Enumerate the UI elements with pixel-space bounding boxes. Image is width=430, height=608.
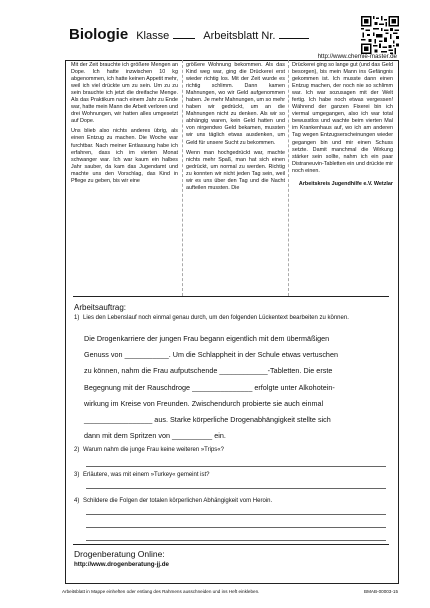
answer-line[interactable] [86,527,386,528]
answer-line[interactable] [86,540,386,541]
column-divider-2 [288,60,289,296]
article-paragraph: Uns blieb also nichts anderes übrig, als einen Entzug zu machen. Die Woche war furchtbar. Nach meiner Entlassung habe ich erfahren, dass ich im vierten Monat schwanger war. Ich war kaum ein halbes Jahr sauber, da kam das Jugendamt und machte uns den Vorschlag, das Kind in Pflege zu geben, bis wir eine [71,128,178,184]
task-2 [74,446,392,454]
answer-line[interactable] [86,466,386,467]
qr-code-icon [361,16,399,54]
task-number: 3) [74,472,80,478]
task-text: Lies den Lebenslauf noch einmal genau durch, um den folgenden Lückentext bearbeiten zu können. [83,315,349,321]
online-title: Drogenberatung Online: [74,549,165,559]
task-number: 2) [74,447,80,453]
cloze-line: Die Drogenkarriere der jungen Frau begann eigentlich mit dem übermäßigen [84,334,330,343]
sheet-number-blank [279,28,309,39]
article-paragraph: Mit der Zeit brauchte ich größere Mengen an Dope. Ich hatte inzwischen 10 kg abgenommen, ich hatte keinen Appetit mehr, weil ich viel drückte um zu sein. Um zu zu sein brauchte ich jetzt die dreifache Menge. Als das Praktikum nach einem Jahr zu Ende war, hatte mein Mann die Arbeit verloren und drei Wohnungen, wir hatten alles umgesetzt auf Dope. [71,62,178,125]
answer-line[interactable] [86,514,386,515]
task-text: Schildere die Folgen der totalen körperlichen Abhängigkeit vom Heroin. [83,498,273,504]
footer-code: BMAB-00003-15 [364,589,398,594]
website-url[interactable]: http://www.chemie-master.de [317,53,397,60]
task-text: Erläutere, was mit einem »Turkey« gemeint ist? [83,472,210,478]
cloze-line: _________________ aus. Starke körperliche Drogenabhängigkeit stellte sich [84,415,331,425]
cloze-line: zu können, nahm die Frau aufputschende ____________-Tabletten. Die erste [84,366,333,376]
subject-title: Biologie [69,26,129,43]
online-link[interactable]: http://www.drogenberatung-jj.de [74,561,169,568]
answer-line[interactable] [86,488,386,489]
task-number: 1) [74,315,80,321]
section-separator [73,296,389,297]
article-column-1 [71,62,178,188]
article-column-2 [186,62,285,195]
column-divider-1 [182,60,183,296]
task-number: 4) [74,498,80,504]
footer-instruction: Arbeitsblatt in Mappe einheften oder entlang des Rahmens ausschneiden und ins Heft einkleben. [62,589,260,594]
cloze-line: dann mit dem Spritzen von __________ ein. [84,431,226,441]
article-paragraph: Drückerei ging so lange gut (und das Geld besorgen), bis mein Mann ins Gefängnis gekommen ist. Ich musste dann einen Entzug machen, der noch nie so schlimm war. Ich war sozusagen mit der Welt fertig. Ich habe noch etwas vergessen! Während der ganzen Fixerei bin ich viermal umgegangen, also ich war total bewusstlos und wachte beim vierten Mal im Krankenhaus auf, wo ich am anderen Tag wegen Entzugserscheinungen wieder gegangen bin und mir einen Schuss setzte. Damit manchmal die Wirkung stärker sein sollte, nahm ich ein paar Distraneuvin-Tabletten ein und drückte mir noch einen. [292,62,393,174]
task-text: Warum nahm die junge Frau keine weiteren »Trips«? [83,447,224,453]
sheet-number-label: Arbeitsblatt Nr. [203,30,276,42]
sheet-header [69,26,309,43]
section-separator [73,544,389,545]
task-1 [74,314,392,322]
article-paragraph: Wenn man hochgedrückt war, machte nichts mehr Spaß, man hat sich einen gedrückt, um normal zu werden. Richtig zu konnten wir nicht jeden Tag sein, weil wir es uns über den Tag und die Nacht aufteilen mussten. Die [186,149,285,191]
cloze-text[interactable] [84,331,388,444]
article-signature: Arbeitskreis Jugendhilfe e.V. Wetzlar [298,180,393,187]
cloze-line: wirkung im Kreise von Freunden. Zwischendurch probierte sie auch einmal [84,398,324,408]
article-paragraph: größere Wohnung bekommen. Als das Kind weg war, ging die Drückerei erst wieder richtig los. Mit der Zeit wurde es richtig schlimm. Dann kamen Mahnungen, wo wir Geld aufgenommen haben. Je mehr Mahnungen, um so mehr haben wir gedrückt, um an die Mahnungen nicht zu denken. Als wir so abhängig waren, kein Geld hatten und von nirgendwo Geld bekamen, mussten wir uns täglich etwas ausdenken, um Geld für unsere Sucht zu bekommen. [186,62,285,146]
cloze-line: Begegnung mit der Rauschdroge _______________ erfolgte unter Alkohotein- [84,382,335,392]
assignment-title: Arbeitsauftrag: [74,303,127,312]
article-column-3 [292,62,393,191]
cloze-line: Genuss von ___________. Um die Schlappheit in der Schule etwas vertuschen [84,350,338,360]
class-label: Klasse [136,30,170,42]
task-3 [74,471,392,479]
task-4 [74,497,392,505]
class-blank [173,28,195,39]
